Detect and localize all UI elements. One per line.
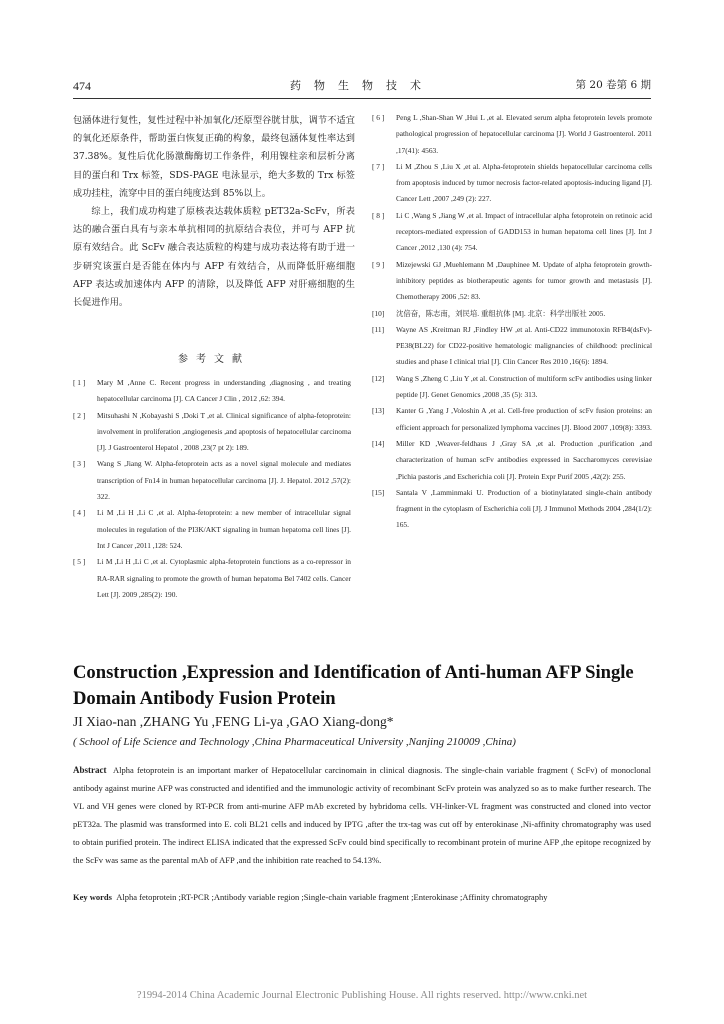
reference-text: Li C ,Wang S ,Jiang W ,et al. Impact of intracellular alpha fetoprotein on retinoic acid receptors-mediated expression of GADD153 in human hepatoma cell lines [J]. Int J Cancer ,2012 ,130 (4): 754. — [396, 210, 652, 253]
reference-number: [ 7 ] — [372, 161, 385, 171]
abstract-text: Alpha fetoprotein is an important marker of Hepatocellular carcinomain in clinical diagnosis. The single-chain variable fragment ( ScFv) of monoclonal antibody against murine AFP was constructed and identified and the immunologic activity of recombinant ScFv protein was analyzed so as to make further research. The VL and VH genes were cloned by RT-PCR from anti-murine AFP mAb excreted by hybridoma cells. VH-linker-VL fragment was constructed and cloned into vector pET32a. The plasmid was transformed into E. coli BL21 cells and induced by IPTG ,after the trx-tag was cut off by enterokinase ,Ni-affinity chromatography was used to obtain purified protein. The indirect ELISA indicated that the expressed ScFv could bind specifically to recombinant protein of murine AFP ,the epitope recognized by the ScFv was same as the parental mAb of AFP ,and the inhibition rate reached to 54.13%. — [73, 765, 652, 865]
references-list-left — [73, 375, 351, 603]
abstract-label: Abstract — [73, 765, 107, 775]
english-abstract — [73, 761, 651, 869]
reference-text: Wang S ,Zheng C ,Liu Y ,et al. Construction of multiform scFv antibodies using linker peptide [J]. Genet Genomics ,2008 ,35 (5): 313. — [396, 373, 652, 400]
journal-name: 药物生物技术 — [290, 79, 434, 92]
reference-item — [73, 505, 351, 554]
reference-text: Li M ,Li H ,Li C ,et al. Cytoplasmic alpha-fetoprotein functions as a co-repressor in RA-RAR signaling to promote the growth of human hepatoma Bel 7402 cells. Cancer Lett [J]. 2009 ,285(2): 190. — [97, 557, 351, 599]
references-list-right — [372, 110, 652, 534]
reference-text: Mizejewski GJ ,Muehlemann M ,Dauphinee M. Update of alpha fetoprotein growth-inhibitory peptides as biotherapeutic agents for tumor growth and metastasis [J]. Chemotherapy 2006 ,52: 83. — [396, 259, 652, 302]
reference-item — [372, 485, 652, 534]
reference-item — [73, 456, 351, 505]
reference-number: [ 8 ] — [372, 210, 385, 220]
reference-text: Wayne AS ,Kreitman RJ ,Findley HW ,et al. Anti-CD22 immunotoxin RFB4(dsFv)-PE38(BL22) for CD22-positive hematologic malignancies of childhood: preclinical studies and phase I clinical trial [J]. Clin Cancer Res 2010 ,16(6): 1894. — [396, 324, 652, 367]
reference-item — [73, 554, 351, 603]
body-text-cn — [73, 112, 355, 312]
reference-text: Peng L ,Shan-Shan W ,Hui L ,et al. Elevated serum alpha fetoprotein levels promote pathological progression of hepatocellular carcinoma [J]. World J Gastroenterol. 2011 ,17(41): 4563. — [396, 113, 652, 155]
reference-item — [372, 371, 652, 404]
reference-number: [ 3 ] — [73, 459, 86, 469]
reference-item — [372, 257, 652, 306]
body-paragraph: 包涵体进行复性，复性过程中补加氧化/还原型谷胱甘肽，调节不适宜的氧化还原条件，帮助蛋白恢复正确的构象，最终包涵体复性率达到 37.38%。复性后优化肠激酶酶切工作条件，利用镍柱亲和层析分离目的蛋白和 Trx 标签，SDS-PAGE 电泳显示，绝大多数的 Trx 标签成功挂柱，流穿中目的蛋白纯度达到 85%以上。 — [73, 115, 355, 199]
reference-item — [372, 436, 652, 485]
reference-number: [15] — [372, 487, 385, 497]
page-number: 474 — [73, 79, 91, 93]
reference-number: [ 9 ] — [372, 259, 385, 269]
keywords-label: Key words — [73, 892, 112, 902]
reference-text: Mary M ,Anne C. Recent progress in understanding ,diagnosing , and treating hepatocellular carcinoma [J]. CA Cancer J Clin , 2012 ,62: 394. — [97, 378, 351, 404]
keywords-text: Alpha fetoprotein ;RT-PCR ;Antibody variable region ;Single-chain variable fragment ;Enterokinase ;Affinity chromatography — [116, 892, 548, 902]
english-affiliation: ( School of Life Science and Technology ,China Pharmaceutical University ,Nanjing 210009 ,China) — [73, 736, 516, 748]
reference-item — [372, 208, 652, 257]
reference-text: 沈倍奋，陈志南，刘民培. 重组抗体 [M]. 北京：科学出版社 2005. — [396, 308, 606, 318]
reference-number: [ 2 ] — [73, 410, 86, 420]
references-heading: 参考文献 — [178, 354, 250, 365]
reference-number: [13] — [372, 406, 385, 416]
reference-number: [ 1 ] — [73, 378, 86, 387]
reference-item — [372, 403, 652, 436]
reference-text: Mitsuhashi N ,Kobayashi S ,Doki T ,et al. Clinical significance of alpha-fetoprotein: involvement in proliferation ,angiogenesis ,and apoptosis of hepatocellular carcinoma [J]. J Gastroenterol Hepatol , 2008 ,23(7 pt 2): 189. — [97, 410, 351, 453]
english-authors: JI Xiao-nan ,ZHANG Yu ,FENG Li-ya ,GAO Xiang-dong* — [73, 714, 394, 729]
reference-number: [14] — [372, 438, 385, 448]
reference-number: [10] — [372, 308, 385, 318]
english-title: Construction ,Expression and Identification of Anti-human AFP Single Domain Antibody Fusion Protein — [73, 662, 634, 709]
reference-text: Kanter G ,Yang J ,Voloshin A ,et al. Cell-free production of scFv fusion proteins: an efficient approach for personalized lymphoma vaccines [J]. Blood 2007 ,109(8): 3393. — [396, 406, 652, 432]
reference-number: [ 4 ] — [73, 508, 86, 518]
reference-item — [73, 408, 351, 457]
issue-label: 第 20 卷第 6 期 — [575, 79, 651, 91]
copyright-footer: ?1994-2014 China Academic Journal Electronic Publishing House. All rights reserved. http://www.cnki.net — [136, 990, 588, 1001]
reference-number: [12] — [372, 373, 385, 383]
reference-number: [ 6 ] — [372, 113, 385, 122]
reference-text: Li M ,Zhou S ,Liu X ,et al. Alpha-fetoprotein shields hepatocellular carcinoma cells from apoptosis induced by tumor necrosis factor-related apoptosis-inducing ligand [J]. Cancer Lett ,2007 ,249 (2): 227. — [396, 161, 652, 204]
running-head — [73, 77, 651, 97]
reference-item — [372, 306, 652, 322]
header-rule — [73, 98, 651, 99]
reference-text: Santala V ,Lamminmaki U. Production of a biotinylatated single-chain antibody fragment in the cytoplasm of Escherichia coli [J]. J Immunol Methods 2004 ,284(1/2): 165. — [396, 487, 652, 530]
reference-item — [73, 375, 351, 408]
reference-text: Li M ,Li H ,Li C ,et al. Alpha-fetoprotein: a new member of intracellular signal molecules in regulation of the PI3K/AKT signaling in human hepatoma cell lines [J]. Int J Cancer ,2011 ,128: 524. — [97, 508, 351, 550]
reference-number: [11] — [372, 324, 385, 334]
reference-item — [372, 322, 652, 371]
reference-number: [ 5 ] — [73, 557, 86, 567]
body-paragraph: 综上，我们成功构建了原核表达载体质粒 pET32a-ScFv，所表达的融合蛋白具有与亲本单抗相同的抗原结合表位，并可与 AFP 抗原有效结合。此 ScFv 融合表达质粒的构建与成功表达将有助于进一步研究该蛋白是否能在体内与 AFP 有效结合，从而降低肝癌细胞 AFP 表达或加速体内 AFP 的清除，以及降低 AFP 对肝癌细胞的生长促进作用。 — [73, 206, 355, 309]
english-keywords — [73, 888, 651, 906]
reference-text: Miller KD ,Weaver-feldhaus J ,Gray SA ,et al. Production ,purification ,and characterization of human scFv antibodies expressed in Saccharomyces cerevisiae ,Pichia pastoris ,and Escherichia coli [J]. Protein Expr Purif 2005 ,42(2): 255. — [396, 438, 652, 481]
reference-text: Wang S ,Jiang W. Alpha-fetoprotein acts as a novel signal molecule and mediates transcription of Fn14 in human hepatocellular carcinoma [J]. J. Hepatol. 2012 ,57(2): 322. — [97, 459, 351, 502]
reference-item — [372, 110, 652, 159]
reference-item — [372, 159, 652, 208]
